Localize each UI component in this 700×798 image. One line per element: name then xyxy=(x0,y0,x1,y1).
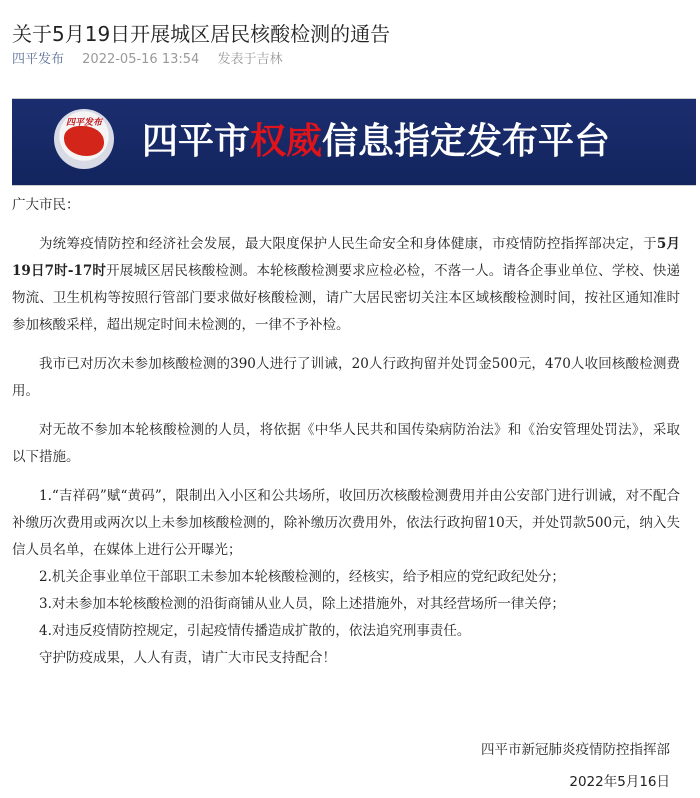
paragraph-1-text-a: 为统筹疫情防控和经济社会发展，最大限度保护人民生命安全和身体健康，市疫情防控指挥部决定，于 xyxy=(39,236,657,252)
publish-timestamp: 2022-05-16 13:54 xyxy=(82,52,200,67)
greeting: 广大市民： xyxy=(12,197,80,213)
paragraph-2: 我市已对历次未参加核酸检测的390人进行了训诫，20人行政拘留并处罚金500元，470人收回核酸检测费用。 xyxy=(12,356,680,399)
notice-date: 2022年5月16日 xyxy=(569,774,670,790)
article-title: 关于5月19日开展城区居民核酸检测的通告 xyxy=(12,22,391,47)
logo-text: 四平发布 xyxy=(65,118,102,128)
measure-3: 3.对未参加本轮核酸检测的沿街商铺从业人员，除上述措施外，对其经营场所一律关停； xyxy=(39,596,565,612)
paragraph-1-time: 5月19日7时-17时 xyxy=(12,236,680,279)
paragraph-3: 对无故不参加本轮核酸检测的人员，将依据《中华人民共和国传染病防治法》和《治安管理处罚法》，采取以下措施。 xyxy=(12,422,680,465)
publish-location: 发表于吉林 xyxy=(217,52,283,67)
signature: 四平市新冠肺炎疫情防控指挥部 xyxy=(481,742,670,758)
paragraph-1-text-b: 开展城区居民核酸检测。本轮核酸检测要求应检必检，不落一人。请各企事业单位、学校、快递物流、卫生机构等按照行管部门要求做好核酸检测，请广大居民密切关注本区域核酸检测时间，按社区通知准时参加核酸采样，超出规定时间未检测的，一律不予补检。 xyxy=(12,263,681,333)
banner-title-highlight: 权威 xyxy=(250,120,323,162)
siping-release-logo xyxy=(54,109,114,169)
account-name-link[interactable]: 四平发布 xyxy=(12,52,65,67)
measure-4: 4.对违反疫情防控规定，引起疫情传播造成扩散的，依法追究刑事责任。 xyxy=(39,623,471,639)
banner-title xyxy=(142,119,610,163)
measure-2: 2.机关企事业单位干部职工未参加本轮核酸检测的，经核实，给予相应的党纪政纪处分； xyxy=(39,569,565,585)
closing-line: 守护防疫成果，人人有责，请广大市民支持配合！ xyxy=(39,650,336,666)
banner-title-prefix: 四平市 xyxy=(142,120,251,162)
article-meta xyxy=(12,50,282,70)
notice-body xyxy=(12,192,680,672)
paragraph-1 xyxy=(12,231,680,339)
header-banner-image xyxy=(12,98,696,186)
banner-title-suffix: 信息指定发布平台 xyxy=(322,120,611,162)
measure-1: 1.“吉祥码”赋“黄码”，限制出入小区和公共场所，收回历次核酸检测费用并由公安部门进行训诫，对不配合补缴历次费用或两次以上未参加核酸检测的，除补缴历次费用外，依法行政拘留10天，并处罚款500元，纳入失信人员名单，在媒体上进行公开曝光； xyxy=(12,488,680,558)
city-map-icon xyxy=(64,126,104,156)
